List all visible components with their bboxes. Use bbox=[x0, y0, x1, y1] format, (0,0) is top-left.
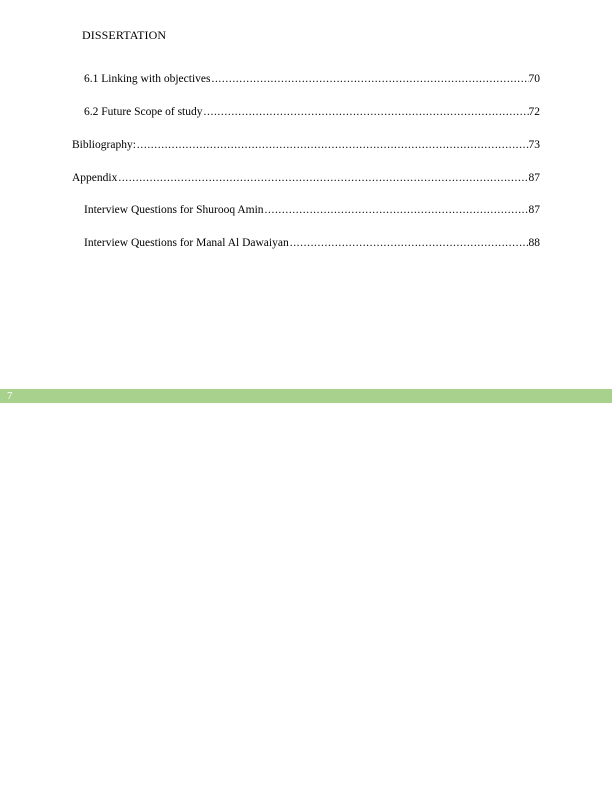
toc-entry-title: Interview Questions for Shurooq Amin bbox=[84, 204, 264, 216]
toc-dot-leader bbox=[290, 236, 529, 250]
footer-band bbox=[0, 389, 612, 403]
toc-dot-leader bbox=[204, 105, 529, 119]
toc-entry-page: 72 bbox=[528, 106, 540, 118]
toc-entry-bibliography[interactable] bbox=[72, 138, 540, 152]
toc-entry-title: Bibliography: bbox=[72, 139, 136, 151]
toc-dot-leader bbox=[137, 138, 529, 152]
toc-entry-page: 88 bbox=[528, 237, 540, 249]
running-header: DISSERTATION bbox=[82, 28, 167, 42]
toc-entry-interview-shurooq-amin[interactable] bbox=[84, 203, 540, 217]
toc-entry-linking-objectives[interactable] bbox=[84, 72, 540, 86]
toc-entry-future-scope[interactable] bbox=[84, 105, 540, 119]
toc-entry-page: 87 bbox=[528, 172, 540, 184]
toc-entry-title: Appendix bbox=[72, 172, 118, 184]
toc-dot-leader bbox=[211, 72, 528, 86]
toc-entry-title: 6.2 Future Scope of study bbox=[84, 106, 203, 118]
toc-entry-appendix[interactable] bbox=[72, 171, 540, 185]
toc-entry-interview-manal-al-dawaiyan[interactable] bbox=[84, 236, 540, 250]
toc-dot-leader bbox=[265, 203, 529, 217]
toc-dot-leader bbox=[118, 171, 528, 185]
toc-entry-title: 6.1 Linking with objectives bbox=[84, 73, 211, 85]
toc-entry-page: 70 bbox=[528, 73, 540, 85]
page-number: 7 bbox=[7, 390, 13, 402]
toc-entry-title: Interview Questions for Manal Al Dawaiyan bbox=[84, 237, 289, 249]
toc-entry-page: 73 bbox=[528, 139, 540, 151]
toc-entry-page: 87 bbox=[528, 204, 540, 216]
